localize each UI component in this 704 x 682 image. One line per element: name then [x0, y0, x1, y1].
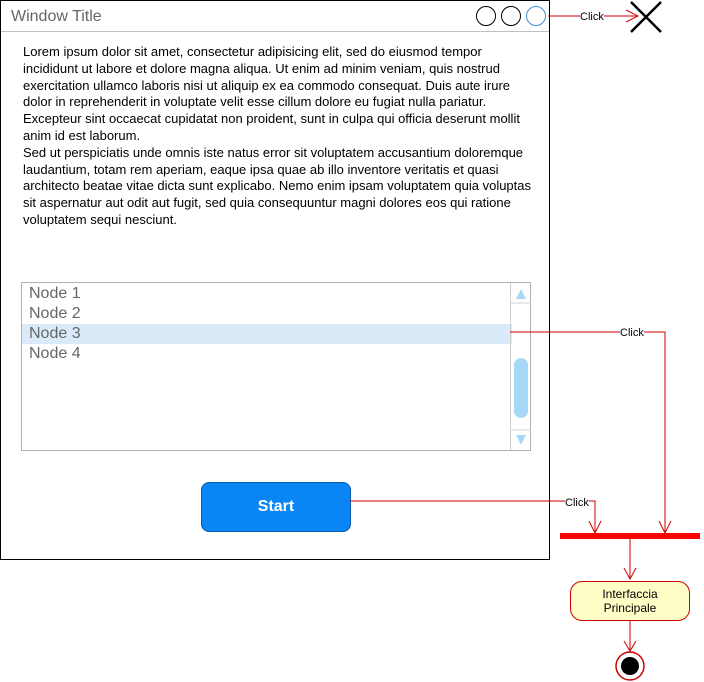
list-item-selected[interactable]: Node 3	[22, 324, 512, 344]
list-item[interactable]: Node 1	[29, 285, 81, 302]
click-label: Click	[565, 497, 589, 509]
activity-node	[570, 581, 690, 621]
start-flow-arrow	[350, 501, 595, 533]
click-label: Click	[580, 11, 604, 23]
list-item[interactable]: Node 2	[29, 305, 81, 322]
start-button[interactable]: Start	[201, 482, 351, 532]
activity-label: Interfaccia Principale	[602, 587, 658, 615]
join-bar	[560, 533, 700, 539]
click-label: Click	[620, 327, 644, 339]
list-item[interactable]: Node 4	[29, 345, 81, 362]
window-title: Window Title	[11, 8, 102, 25]
paragraph-1: Lorem ipsum dolor sit amet, consectetur adipisicing elit, sed do eiusmod tempor incididunt ut labore et dolore magna aliqua. Ut enim ad minim veniam, quis nostrud exercitation ullamco laboris nisi ut aliquip ex ea commodo consequat. Duis aute irure dolor in reprehenderit in voluptate velit esse cillum dolore eu fugiat nulla pariatur. Excepteur sint occaecat cupidatat non proident, sunt in culpa qui officia deserunt mollit anim id est laborum.	[23, 44, 520, 143]
paragraph-2: Sed ut perspiciatis unde omnis iste natus error sit voluptatem accusantium doloremque laudantium, totam rem aperiam, eaque ipsa quae ab illo inventore veritatis et quasi architecto beatae vitae dicta sunt explicabo. Nemo enim ipsam voluptatem quia voluptas sit aspernatur aut odit aut fugit, sed quia consequuntur magni dolores eos qui ratione voluptatem sequi nesciunt.	[23, 144, 532, 227]
